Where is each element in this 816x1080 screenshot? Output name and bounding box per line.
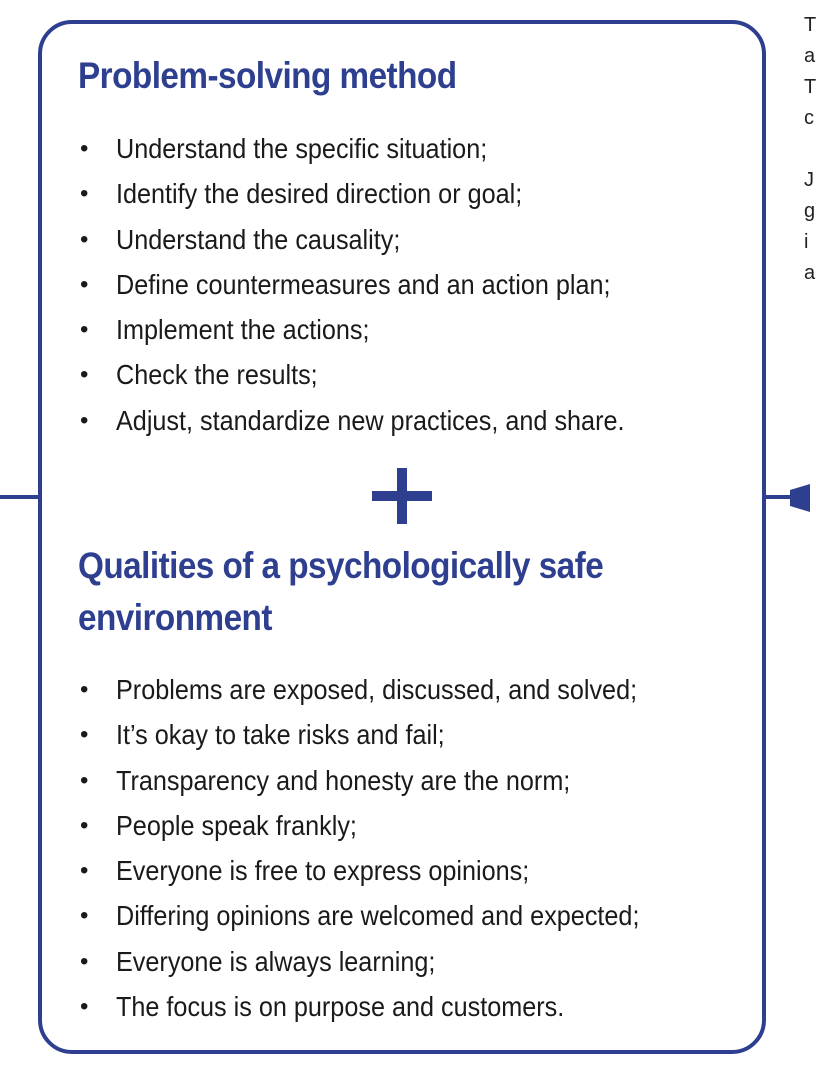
- bullet-icon: •: [80, 857, 89, 885]
- list-item-text: The focus is on purpose and customers.: [116, 991, 565, 1023]
- edge-fragment: J: [804, 169, 814, 191]
- list-item-text: Define countermeasures and an action plan;: [116, 268, 611, 300]
- plus-icon: [372, 468, 432, 524]
- list-item-text: It’s okay to take risks and fail;: [116, 719, 445, 751]
- list-item-text: Check the results;: [116, 359, 318, 391]
- bullet-icon: •: [80, 406, 89, 434]
- bullet-icon: •: [80, 270, 89, 298]
- list-item-text: Differing opinions are welcomed and expected;: [116, 900, 640, 932]
- bullet-icon: •: [80, 676, 89, 703]
- edge-fragment: [804, 134, 814, 165]
- cropped-side-text: [804, 10, 814, 289]
- edge-fragment: a: [804, 45, 816, 67]
- bullet-icon: •: [80, 902, 89, 930]
- edge-fragment: a: [804, 262, 816, 284]
- bullet-icon: •: [80, 721, 89, 749]
- list-item-text: Everyone is always learning;: [116, 945, 436, 977]
- edge-fragment: T: [804, 14, 816, 36]
- edge-fragment: T: [804, 76, 816, 98]
- section-title-problem-solving: Problem-solving method: [78, 55, 457, 96]
- list-item-text: Identify the desired direction or goal;: [116, 178, 523, 210]
- list-item-text: People speak frankly;: [116, 809, 357, 841]
- bullet-icon: •: [80, 811, 89, 839]
- bullet-icon: •: [80, 361, 89, 389]
- bullet-icon: •: [80, 316, 89, 344]
- bullet-icon: •: [80, 135, 89, 162]
- list-item-text: Understand the causality;: [116, 223, 401, 255]
- list-item-text: Implement the actions;: [116, 314, 370, 346]
- list-item-text: Transparency and honesty are the norm;: [116, 764, 571, 796]
- list-item-text: Everyone is free to express opinions;: [116, 855, 530, 887]
- section-title-psychological-safety: Qualities of a psychologically safe environment: [78, 545, 604, 638]
- bullet-icon: •: [80, 766, 89, 794]
- list-item-text: Problems are exposed, discussed, and solved;: [116, 674, 638, 705]
- bullet-icon: •: [80, 947, 89, 975]
- bullet-icon: •: [80, 225, 89, 253]
- edge-fragment: c: [804, 107, 814, 129]
- list-item-text: Understand the specific situation;: [116, 133, 488, 164]
- list-item-text: Adjust, standardize new practices, and share.: [116, 404, 625, 436]
- bullet-icon: •: [80, 993, 89, 1021]
- edge-fragment: i: [804, 231, 809, 253]
- bullet-icon: •: [80, 180, 89, 208]
- edge-fragment: g: [804, 200, 816, 222]
